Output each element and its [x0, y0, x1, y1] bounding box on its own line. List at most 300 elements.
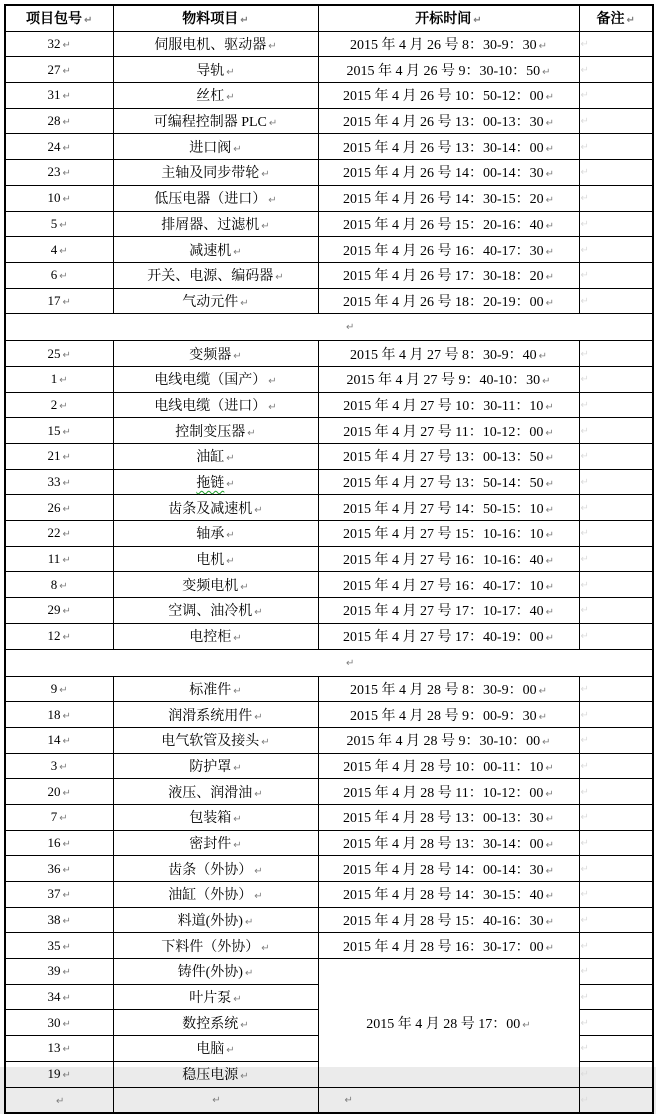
paragraph-mark: ↵ — [545, 143, 555, 155]
paragraph-mark: ↵ — [545, 118, 555, 130]
paragraph-mark: ↵ — [580, 1094, 589, 1106]
package-no-text: 37 — [47, 886, 61, 902]
bid-time-cell — [318, 702, 579, 728]
table-row — [5, 907, 653, 933]
bid-time-text: 2015 年 4 月 28 号 15：40-16：30 — [342, 914, 544, 930]
table-row — [5, 444, 653, 470]
material-item-cell — [113, 134, 318, 160]
remark-cell — [579, 57, 653, 83]
spacer-row — [5, 649, 653, 676]
material-item-text: 电线电缆（国产） — [154, 373, 267, 389]
bid-time-cell — [318, 907, 579, 933]
package-no-cell — [5, 521, 113, 547]
bid-time-cell — [318, 237, 579, 263]
table-row — [5, 211, 653, 237]
paragraph-mark: ↵ — [580, 966, 589, 978]
paragraph-mark: ↵ — [545, 504, 555, 516]
material-item-cell — [113, 676, 318, 702]
package-no-text: 20 — [47, 783, 61, 799]
paragraph-mark: ↵ — [62, 91, 71, 103]
package-no-cell — [5, 753, 113, 779]
material-item-text: 液压、润滑油 — [168, 785, 253, 801]
paragraph-mark: ↵ — [62, 478, 71, 490]
bid-time-text: 2015 年 4 月 28 号 13：00-13：30 — [342, 811, 544, 827]
package-no-cell — [5, 392, 113, 418]
bid-time-cell — [318, 598, 579, 624]
table-row — [5, 779, 653, 805]
bid-time-cell — [318, 134, 579, 160]
package-no-cell — [5, 262, 113, 288]
material-item-cell — [113, 984, 318, 1010]
table-row — [5, 572, 653, 598]
table-row — [5, 753, 653, 779]
paragraph-mark: ↵ — [62, 606, 71, 618]
table-row — [5, 623, 653, 649]
paragraph-mark: ↵ — [580, 399, 589, 411]
bid-time-text: 2015 年 4 月 27 号 13：00-13：50 — [342, 450, 544, 466]
table-row — [5, 804, 653, 830]
remark-cell — [579, 134, 653, 160]
paragraph-mark: ↵ — [545, 297, 555, 309]
material-item-text: 油缸 — [196, 450, 225, 466]
bid-time-cell — [318, 366, 579, 392]
table-row — [5, 366, 653, 392]
package-no-cell — [5, 418, 113, 444]
material-item-text: 可编程控制器 PLC — [153, 115, 267, 131]
bid-time-text: 2015 年 4 月 28 号 14：00-14：30 — [342, 862, 544, 878]
paragraph-mark: ↵ — [580, 837, 589, 849]
paragraph-mark: ↵ — [240, 15, 249, 27]
remark-cell — [579, 341, 653, 367]
material-item-cell — [113, 444, 318, 470]
header-remark — [579, 5, 653, 31]
material-item-cell — [113, 933, 318, 959]
paragraph-mark: ↵ — [226, 530, 235, 542]
paragraph-mark: ↵ — [580, 348, 589, 360]
material-item-cell — [113, 521, 318, 547]
bid-time-text: 2015 年 4 月 28 号 8：30-9：00 — [349, 682, 537, 698]
paragraph-mark: ↵ — [344, 1094, 353, 1106]
package-no-text: 32 — [47, 36, 61, 52]
paragraph-mark: ↵ — [62, 710, 71, 722]
package-no-text: 22 — [47, 525, 61, 541]
paragraph-mark: ↵ — [233, 246, 242, 258]
package-no-cell — [5, 469, 113, 495]
paragraph-mark: ↵ — [580, 631, 589, 643]
bid-time-text: 2015 年 4 月 26 号 17：30-18：20 — [342, 269, 544, 285]
paragraph-mark: ↵ — [226, 66, 235, 78]
bid-time-cell — [318, 185, 579, 211]
paragraph-mark: ↵ — [62, 916, 71, 928]
material-item-cell — [113, 418, 318, 444]
paragraph-mark: ↵ — [62, 1070, 71, 1082]
paragraph-mark: ↵ — [233, 633, 242, 645]
bid-time-text: 2015 年 4 月 27 号 8：30-9：40 — [349, 347, 537, 363]
package-no-text: 39 — [47, 963, 61, 979]
remark-cell — [579, 1087, 653, 1113]
package-no-text: 10 — [47, 190, 61, 206]
remark-cell — [579, 779, 653, 805]
remark-cell — [579, 1010, 653, 1036]
package-no-cell — [5, 779, 113, 805]
paragraph-mark: ↵ — [545, 453, 555, 465]
package-no-text: 21 — [47, 448, 61, 464]
bid-time-text: 2015 年 4 月 26 号 9：30-10：50 — [346, 63, 541, 79]
material-item-text: 铸件(外协) — [177, 965, 243, 981]
bid-time-cell — [318, 623, 579, 649]
paragraph-mark: ↵ — [545, 427, 554, 439]
paragraph-mark: ↵ — [275, 272, 284, 284]
remark-cell — [579, 288, 653, 314]
package-no-cell — [5, 185, 113, 211]
bid-time-cell — [318, 676, 579, 702]
paragraph-mark: ↵ — [62, 555, 71, 567]
remark-cell — [579, 108, 653, 134]
package-no-text: 14 — [47, 732, 61, 748]
material-item-text: 排屑器、过滤机 — [161, 217, 260, 233]
bid-time-text: 2015 年 4 月 27 号 14：50-15：10 — [342, 501, 544, 517]
paragraph-mark: ↵ — [522, 1019, 531, 1031]
material-item-cell — [113, 753, 318, 779]
table-row — [5, 262, 653, 288]
paragraph-mark: ↵ — [59, 813, 68, 825]
remark-cell — [579, 31, 653, 57]
bid-time-text: 2015 年 4 月 27 号 11：10-12：00 — [343, 424, 544, 440]
header-package-no — [5, 5, 113, 31]
paragraph-mark: ↵ — [59, 219, 68, 231]
table-row — [5, 469, 653, 495]
remark-cell — [579, 676, 653, 702]
table-row — [5, 882, 653, 908]
header-package-no-label: 项目包号 — [26, 12, 83, 28]
paragraph-mark: ↵ — [233, 994, 242, 1006]
bid-time-cell — [318, 856, 579, 882]
paragraph-mark: ↵ — [62, 194, 71, 206]
remark-cell — [579, 830, 653, 856]
paragraph-mark: ↵ — [542, 376, 551, 388]
paragraph-mark: ↵ — [62, 1044, 71, 1056]
paragraph-mark: ↵ — [580, 889, 589, 901]
material-item-cell — [113, 1010, 318, 1036]
paragraph-mark: ↵ — [59, 580, 68, 592]
paragraph-mark: ↵ — [62, 503, 71, 515]
package-no-cell — [5, 882, 113, 908]
paragraph-mark: ↵ — [545, 272, 555, 284]
paragraph-mark: ↵ — [240, 1071, 249, 1083]
material-item-cell — [113, 598, 318, 624]
remark-cell — [579, 444, 653, 470]
paragraph-mark: ↵ — [545, 814, 555, 826]
paragraph-mark: ↵ — [580, 477, 589, 489]
material-item-text: 气动元件 — [182, 294, 239, 310]
bid-time-text: 2015 年 4 月 28 号 16：30-17：00 — [342, 939, 544, 955]
package-no-cell — [5, 959, 113, 985]
bid-schedule-table — [4, 4, 654, 1114]
material-item-cell — [113, 1087, 318, 1113]
paragraph-mark: ↵ — [545, 92, 555, 104]
paragraph-mark: ↵ — [580, 709, 589, 721]
paragraph-mark: ↵ — [580, 90, 589, 102]
paragraph-mark: ↵ — [626, 15, 635, 27]
remark-cell — [579, 804, 653, 830]
remark-cell — [579, 469, 653, 495]
table-body — [5, 31, 653, 1113]
paragraph-mark: ↵ — [59, 400, 68, 412]
table-row — [5, 57, 653, 83]
package-no-cell — [5, 1087, 113, 1113]
table-footer-row — [5, 1087, 653, 1113]
material-item-cell — [113, 57, 318, 83]
paragraph-mark: ↵ — [62, 890, 71, 902]
paragraph-mark: ↵ — [545, 401, 554, 413]
paragraph-mark: ↵ — [580, 528, 589, 540]
paragraph-mark: ↵ — [580, 812, 589, 824]
bid-time-text: 2015 年 4 月 26 号 8：30-9：30 — [349, 38, 537, 54]
package-no-cell — [5, 623, 113, 649]
package-no-text: 25 — [47, 345, 61, 361]
paragraph-mark: ↵ — [244, 917, 254, 929]
paragraph-mark: ↵ — [62, 40, 71, 52]
remark-cell — [579, 495, 653, 521]
remark-cell — [579, 237, 653, 263]
paragraph-mark: ↵ — [545, 865, 555, 877]
merged-bid-time-cell — [318, 959, 579, 1087]
paragraph-mark: ↵ — [233, 814, 242, 826]
paragraph-mark: ↵ — [580, 270, 589, 282]
package-no-cell — [5, 907, 113, 933]
material-item-text: 料道(外协) — [177, 914, 243, 930]
material-item-cell — [113, 211, 318, 237]
paragraph-mark: ↵ — [580, 295, 589, 307]
paragraph-mark: ↵ — [473, 15, 482, 27]
table-row — [5, 933, 653, 959]
paragraph-mark: ↵ — [580, 735, 589, 747]
paragraph-mark: ↵ — [62, 117, 71, 129]
bid-time-cell — [318, 521, 579, 547]
table-row — [5, 495, 653, 521]
bid-time-text: 2015 年 4 月 27 号 10：30-11：10 — [343, 398, 544, 414]
material-item-cell — [113, 623, 318, 649]
package-no-text: 5 — [50, 215, 58, 231]
paragraph-mark: ↵ — [59, 684, 68, 696]
bid-time-cell — [318, 779, 579, 805]
table-row — [5, 727, 653, 753]
material-item-cell — [113, 237, 318, 263]
paragraph-mark: ↵ — [59, 761, 68, 773]
paragraph-mark: ↵ — [346, 322, 355, 334]
remark-cell — [579, 418, 653, 444]
package-no-text: 7 — [50, 809, 58, 825]
package-no-cell — [5, 702, 113, 728]
table-row — [5, 108, 653, 134]
paragraph-mark: ↵ — [254, 607, 263, 619]
package-no-cell — [5, 237, 113, 263]
material-item-cell — [113, 1061, 318, 1087]
paragraph-mark: ↵ — [545, 633, 555, 645]
package-no-cell — [5, 341, 113, 367]
bid-time-cell — [318, 469, 579, 495]
paragraph-mark: ↵ — [240, 581, 249, 593]
paragraph-mark: ↵ — [62, 1018, 71, 1030]
header-bid-time-label: 开标时间 — [415, 12, 472, 28]
paragraph-mark: ↵ — [580, 244, 589, 256]
bid-time-cell — [318, 830, 579, 856]
remark-cell — [579, 907, 653, 933]
paragraph-mark: ↵ — [62, 65, 71, 77]
material-item-text: 减速机 — [189, 243, 232, 259]
bid-time-text: 2015 年 4 月 26 号 14：30-15：20 — [342, 192, 544, 208]
package-no-text: 8 — [50, 576, 58, 592]
paragraph-mark: ↵ — [580, 451, 589, 463]
package-no-text: 28 — [47, 113, 61, 129]
remark-cell — [579, 211, 653, 237]
material-item-text: 电线电缆（进口） — [154, 398, 267, 414]
package-no-text: 19 — [47, 1066, 61, 1082]
package-no-cell — [5, 57, 113, 83]
paragraph-mark: ↵ — [580, 502, 589, 514]
package-no-cell — [5, 134, 113, 160]
package-no-cell — [5, 108, 113, 134]
paragraph-mark: ↵ — [226, 556, 235, 568]
material-item-cell — [113, 392, 318, 418]
material-item-cell — [113, 546, 318, 572]
material-item-cell — [113, 469, 318, 495]
bid-time-text: 2015 年 4 月 26 号 15：20-16：40 — [342, 217, 544, 233]
paragraph-mark: ↵ — [226, 479, 235, 491]
table-row — [5, 959, 653, 985]
bid-time-text: 2015 年 4 月 28 号 9：00-9：30 — [349, 708, 537, 724]
paragraph-mark: ↵ — [580, 940, 589, 952]
spacer-row — [5, 314, 653, 341]
remark-cell — [579, 160, 653, 186]
material-item-text: 齿条及减速机 — [168, 501, 253, 517]
paragraph-mark: ↵ — [268, 41, 277, 53]
table-row — [5, 134, 653, 160]
material-item-text: 空调、油冷机 — [168, 604, 253, 620]
material-item-text: 叶片泵 — [189, 991, 232, 1007]
paragraph-mark: ↵ — [580, 915, 589, 927]
bid-time-text: 2015 年 4 月 26 号 14：00-14：30 — [342, 166, 544, 182]
package-no-text: 9 — [50, 680, 58, 696]
paragraph-mark: ↵ — [254, 711, 263, 723]
package-no-cell — [5, 933, 113, 959]
bid-time-cell — [318, 546, 579, 572]
paragraph-mark: ↵ — [261, 942, 270, 954]
package-no-text: 31 — [47, 87, 61, 103]
header-bid-time — [318, 5, 579, 31]
material-item-text: 稳压电源 — [182, 1068, 239, 1084]
paragraph-mark: ↵ — [542, 737, 551, 749]
package-no-text: 16 — [47, 834, 61, 850]
paragraph-mark: ↵ — [212, 1094, 221, 1106]
table-row — [5, 830, 653, 856]
paragraph-mark: ↵ — [62, 787, 71, 799]
material-item-cell — [113, 572, 318, 598]
paragraph-mark: ↵ — [247, 427, 256, 439]
paragraph-mark: ↵ — [580, 579, 589, 591]
paragraph-mark: ↵ — [538, 711, 548, 723]
remark-cell — [579, 933, 653, 959]
paragraph-mark: ↵ — [226, 453, 235, 465]
bid-time-text: 2015 年 4 月 28 号 9：30-10：00 — [346, 734, 541, 750]
paragraph-mark: ↵ — [62, 452, 71, 464]
header-material-item-label: 物料项目 — [182, 12, 239, 28]
paragraph-mark: ↵ — [254, 504, 263, 516]
material-item-text: 导轨 — [196, 63, 225, 79]
bid-time-cell — [318, 727, 579, 753]
remark-cell — [579, 262, 653, 288]
material-item-cell — [113, 31, 318, 57]
paragraph-mark: ↵ — [580, 167, 589, 179]
package-no-cell — [5, 495, 113, 521]
header-remark-label: 备注 — [596, 12, 625, 28]
paragraph-mark: ↵ — [268, 376, 277, 388]
package-no-text: 36 — [47, 860, 61, 876]
paragraph-mark: ↵ — [542, 66, 551, 78]
paragraph-mark: ↵ — [62, 168, 71, 180]
material-item-cell — [113, 160, 318, 186]
paragraph-mark: ↵ — [62, 349, 71, 361]
paragraph-mark: ↵ — [233, 839, 242, 851]
package-no-text: 34 — [47, 989, 61, 1005]
table-row — [5, 288, 653, 314]
package-no-cell — [5, 572, 113, 598]
paragraph-mark: ↵ — [580, 218, 589, 230]
paragraph-mark: ↵ — [580, 1043, 589, 1055]
bid-time-text: 2015 年 4 月 27 号 16：40-17：10 — [342, 578, 544, 594]
material-item-cell — [113, 288, 318, 314]
table-row — [5, 237, 653, 263]
paragraph-mark: ↵ — [62, 993, 71, 1005]
paragraph-mark: ↵ — [545, 917, 555, 929]
table-row — [5, 546, 653, 572]
bid-time-text: 2015 年 4 月 26 号 18：20-19：00 — [342, 294, 544, 310]
paragraph-mark: ↵ — [580, 992, 589, 1004]
bid-time-cell — [318, 83, 579, 109]
paragraph-mark: ↵ — [545, 788, 554, 800]
material-item-text: 拖链 — [196, 476, 225, 492]
table-row — [5, 185, 653, 211]
bid-time-cell — [318, 1087, 579, 1113]
bid-time-text: 2015 年 4 月 26 号 13：30-14：00 — [342, 140, 544, 156]
paragraph-mark: ↵ — [545, 891, 555, 903]
package-no-cell — [5, 856, 113, 882]
bid-time-cell — [318, 804, 579, 830]
table-row — [5, 341, 653, 367]
material-item-cell — [113, 108, 318, 134]
package-no-cell — [5, 727, 113, 753]
remark-cell — [579, 392, 653, 418]
bid-time-text: 2015 年 4 月 26 号 10：50-12：00 — [342, 89, 544, 105]
package-no-text: 35 — [47, 937, 61, 953]
remark-cell — [579, 702, 653, 728]
material-item-text: 电气软管及接头 — [161, 734, 260, 750]
package-no-text: 15 — [47, 422, 61, 438]
remark-cell — [579, 856, 653, 882]
material-item-cell — [113, 185, 318, 211]
remark-cell — [579, 882, 653, 908]
material-item-text: 包装箱 — [189, 811, 232, 827]
paragraph-mark: ↵ — [580, 760, 589, 772]
paragraph-mark: ↵ — [62, 941, 71, 953]
table-row — [5, 392, 653, 418]
bid-time-cell — [318, 572, 579, 598]
table-row — [5, 676, 653, 702]
table-row — [5, 418, 653, 444]
material-item-text: 电控柜 — [189, 630, 232, 646]
paragraph-mark: ↵ — [62, 426, 71, 438]
paragraph-mark: ↵ — [545, 169, 555, 181]
